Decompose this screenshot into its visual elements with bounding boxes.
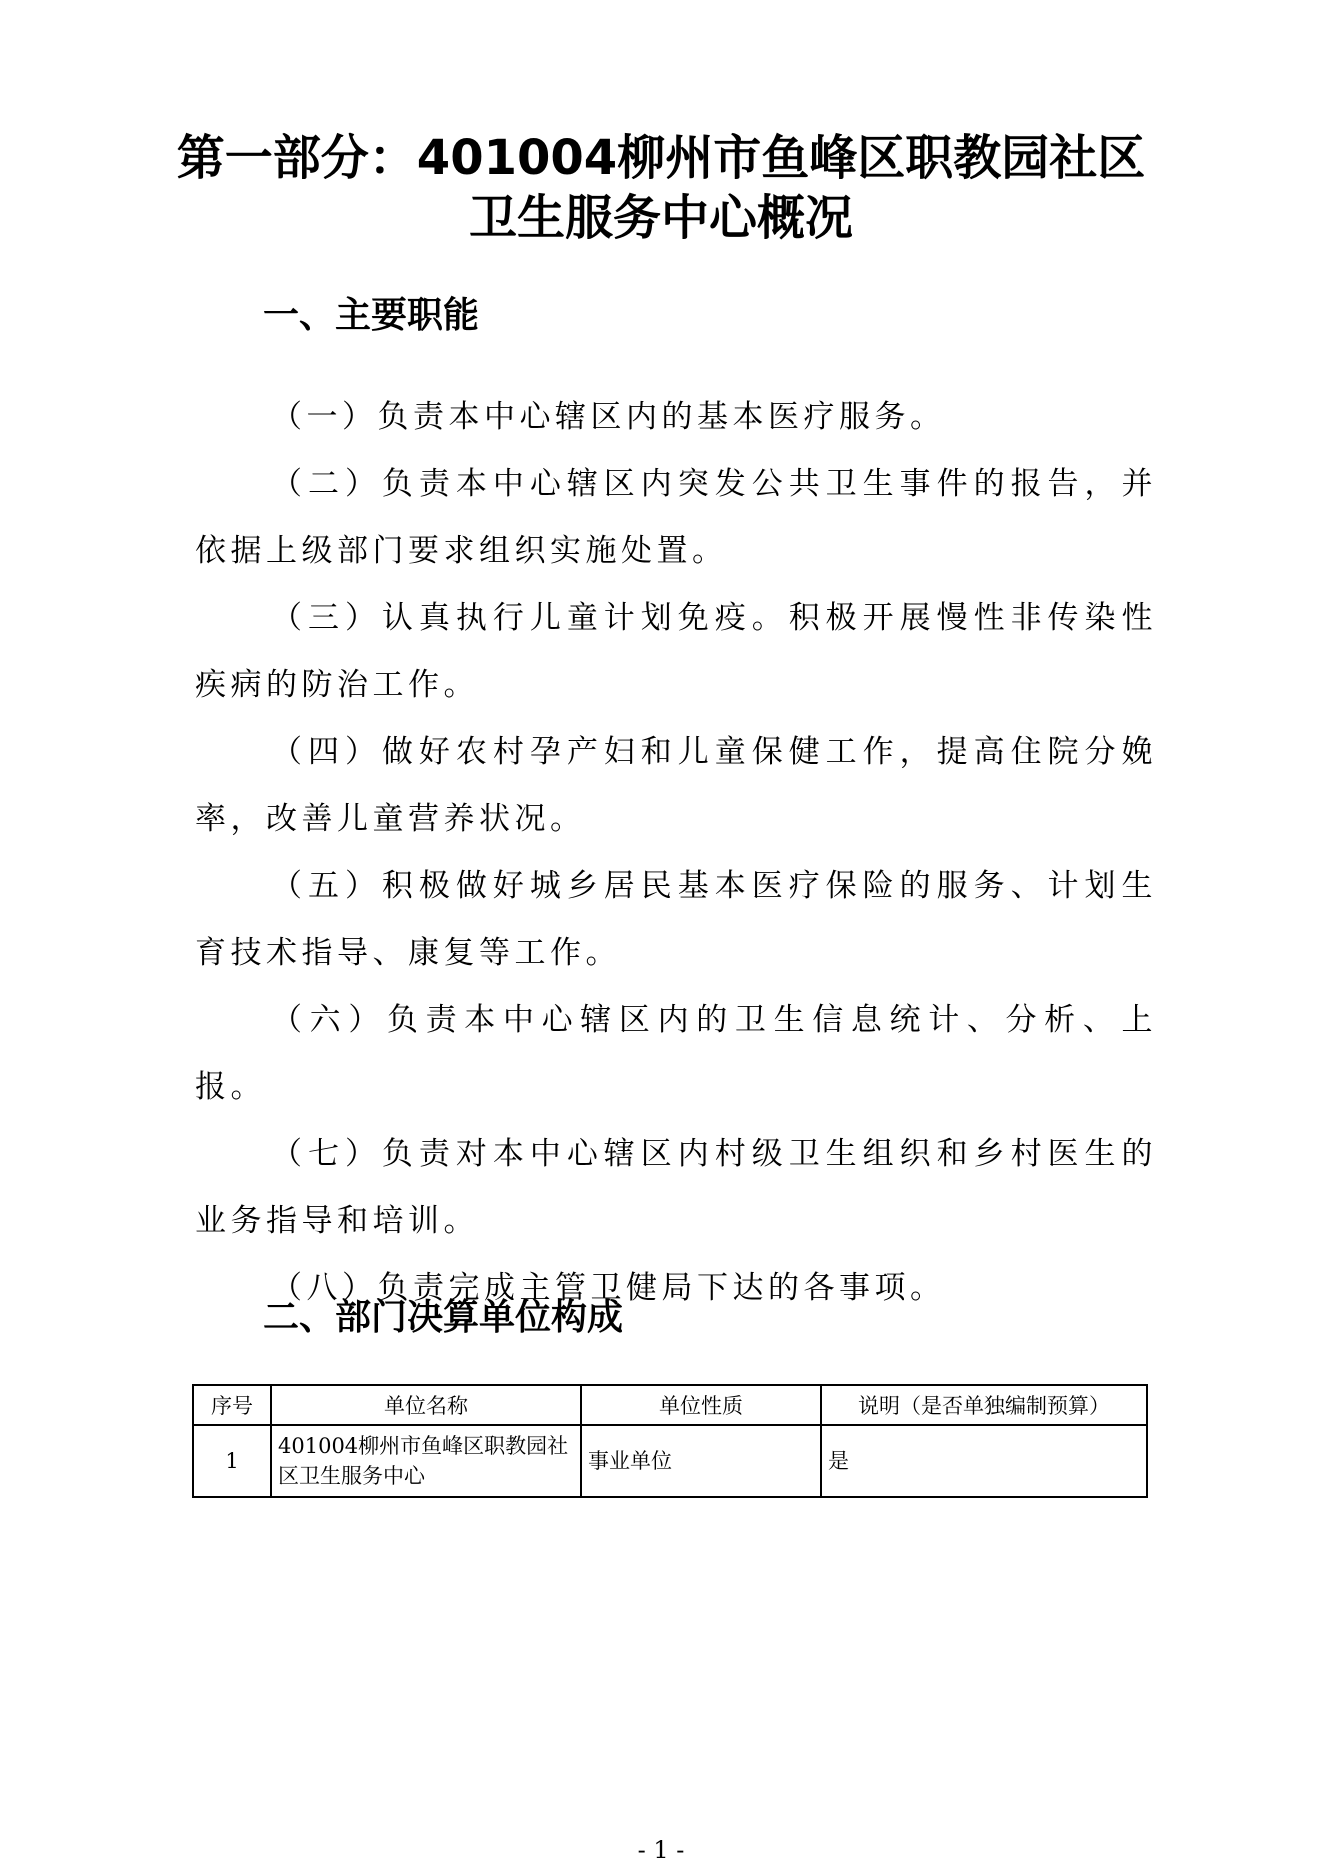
title-line-2: 卫生服务中心概况 bbox=[468, 190, 853, 246]
function-item-4: （四）做好农村孕产妇和儿童保健工作，提高住院分娩率，改善儿童营养状况。 bbox=[195, 734, 1157, 837]
header-unit-name: 单位名称 bbox=[271, 1385, 581, 1425]
table-header-row bbox=[193, 1385, 1147, 1425]
unit-composition-table bbox=[192, 1384, 1148, 1498]
header-unit-nature: 单位性质 bbox=[581, 1385, 821, 1425]
function-item-7: （七）负责对本中心辖区内村级卫生组织和乡村医生的业务指导和培训。 bbox=[195, 1136, 1157, 1239]
main-functions-body bbox=[195, 384, 1157, 1322]
header-seq: 序号 bbox=[193, 1385, 271, 1425]
function-item-3: （三）认真执行儿童计划免疫。积极开展慢性非传染性疾病的防治工作。 bbox=[195, 600, 1157, 703]
cell-seq: 1 bbox=[193, 1425, 271, 1497]
function-item-2: （二）负责本中心辖区内突发公共卫生事件的报告，并依据上级部门要求组织实施处置。 bbox=[195, 466, 1157, 569]
function-item-6: （六）负责本中心辖区内的卫生信息统计、分析、上报。 bbox=[195, 1002, 1157, 1105]
header-note: 说明（是否单独编制预算） bbox=[821, 1385, 1147, 1425]
table-row bbox=[193, 1425, 1147, 1497]
cell-unit-nature: 事业单位 bbox=[581, 1425, 821, 1497]
cell-note: 是 bbox=[821, 1425, 1147, 1497]
page-title bbox=[160, 128, 1162, 248]
section-heading-main-functions: 一、主要职能 bbox=[263, 295, 480, 336]
page-number: - 1 - bbox=[637, 1836, 685, 1864]
cell-unit-name: 401004柳州市鱼峰区职教园社区卫生服务中心 bbox=[271, 1425, 581, 1497]
section-heading-unit-composition: 二、部门决算单位构成 bbox=[263, 1297, 624, 1338]
function-item-1: （一）负责本中心辖区内的基本医疗服务。 bbox=[271, 399, 946, 435]
function-item-8: （八）负责完成主管卫健局下达的各事项。 bbox=[271, 1270, 946, 1306]
function-item-5: （五）积极做好城乡居民基本医疗保险的服务、计划生育技术指导、康复等工作。 bbox=[195, 868, 1157, 971]
title-line-1: 第一部分：401004柳州市鱼峰区职教园社区 bbox=[176, 130, 1146, 186]
